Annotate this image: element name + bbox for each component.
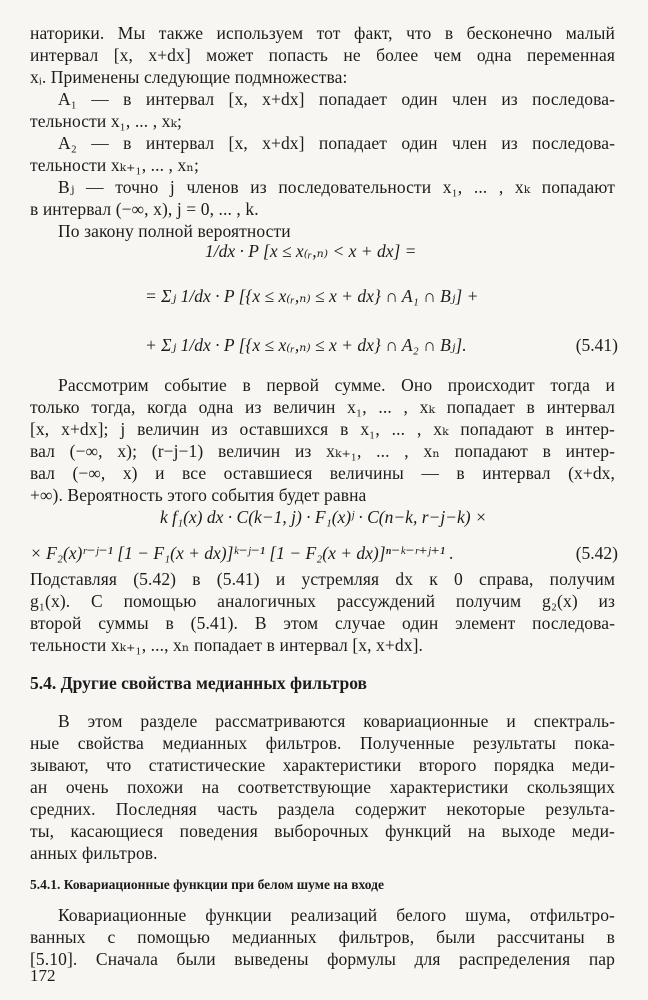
text-line: +∞). Вероятность этого события будет равна: [30, 485, 367, 505]
subsection-heading: 5.4.1. Ковариационные функции при белом шуме на входе: [30, 877, 384, 892]
text-line: средних. Последняя часть раздела содержит некоторые результа-: [30, 799, 615, 819]
text-line: xᵢ. Применены следующие подмножества:: [30, 67, 348, 87]
text-line: ные свойства медианных фильтров. Полученные результаты пока-: [30, 733, 615, 753]
formula-542-line-1: k f₁(x) dx · C(k−1, j) · F₁(x)ʲ · C(n−k, r−j−k) ×: [160, 507, 487, 527]
text-line: интервал [x, x+dx] может попасть не более чем одна переменная: [30, 45, 615, 65]
page-number: 172: [30, 966, 56, 985]
text-line: Подставляя (5.42) в (5.41) и устремляя dx к 0 справа, получим: [30, 569, 615, 589]
text-line: Ковариационные функции реализаций белого шума, отфильтро-: [58, 905, 615, 925]
text-line: зывают, что статистические характеристики второго порядка меди-: [30, 755, 615, 775]
formula-541-line-1: 1/dx · P [x ≤ x₍ᵣ,ₙ₎ < x + dx] =: [205, 241, 417, 261]
text-line: второй суммы в (5.41). В этом случае один элемент последова-: [30, 613, 615, 633]
text-line: анных фильтров.: [30, 843, 158, 863]
set-bj-line: Bⱼ — точно j членов из последовательности x₁, ... , xₖ попадают: [58, 177, 615, 197]
set-a2-line: тельности xₖ₊₁, ... , xₙ;: [30, 155, 199, 175]
text-line: [x, x+dx]; j величин из оставшихся в x₁, ... , xₖ попадают в интер-: [30, 419, 615, 439]
formula-541-line-3: + Σⱼ 1/dx · P [{x ≤ x₍ᵣ,ₙ₎ ≤ x + dx} ∩ A₂ ∩ Bⱼ].: [145, 335, 467, 355]
text-line: вал (−∞, x) и все оставшиеся величины — в интервал (x+dx,: [30, 463, 615, 483]
text-line: только тогда, когда одна из величин x₁, ... , xₖ попадает в интервал: [30, 397, 615, 417]
text-line: В этом разделе рассматриваются ковариационные и спектраль-: [58, 711, 615, 731]
text-line: ты, касающиеся поведения выборочных функций на выходе меди-: [30, 821, 615, 841]
text-line: Рассмотрим событие в первой сумме. Оно происходит тогда и: [58, 375, 615, 395]
set-a1-line: A₁ — в интервал [x, x+dx] попадает один член из последова-: [58, 89, 615, 109]
set-bj-line: в интервал (−∞, x), j = 0, ... , k.: [30, 199, 259, 219]
text-line: вал (−∞, x); (r−j−1) величин из xₖ₊₁, ... , xₙ попадают в интер-: [30, 441, 615, 461]
equation-number-542: (5.42): [575, 543, 618, 563]
set-a2-line: A₂ — в интервал [x, x+dx] попадает один член из последова-: [58, 133, 615, 153]
text-line: ванных с помощью медианных фильтров, были рассчитаны в: [30, 927, 615, 947]
formula-541-line-2: = Σⱼ 1/dx · P [{x ≤ x₍ᵣ,ₙ₎ ≤ x + dx} ∩ A₁ ∩ Bⱼ] +: [145, 286, 479, 306]
text-line: g₁(x). С помощью аналогичных рассуждений получим g₂(x) из: [30, 591, 615, 611]
text-line: ан очень похожи на соответствующие характеристики скользящих: [30, 777, 615, 797]
equation-number-541: (5.41): [575, 335, 618, 355]
text-line: По закону полной вероятности: [58, 221, 291, 241]
text-line: [5.10]. Сначала были выведены формулы для распределения пар: [30, 949, 615, 969]
formula-542-line-2: × F₂(x)ʳ⁻ʲ⁻¹ [1 − F₁(x + dx)]ᵏ⁻ʲ⁻¹ [1 − F₂(x + dx)]ⁿ⁻ᵏ⁻ʳ⁺ʲ⁺¹ .: [30, 543, 454, 563]
text-line: натoрики. Мы также используем тот факт, что в бесконечно малый: [30, 23, 615, 43]
section-heading: 5.4. Другие свойства медианных фильтров: [30, 673, 367, 693]
text-line: тельности xₖ₊₁, ..., xₙ попадает в интервал [x, x+dx].: [30, 635, 423, 655]
set-a1-line: тельности x₁, ... , xₖ;: [30, 111, 182, 131]
